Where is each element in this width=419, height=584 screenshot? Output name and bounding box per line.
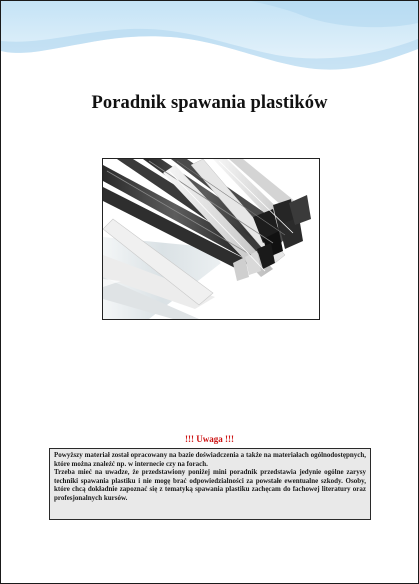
document-title: Poradnik spawania plastików (91, 93, 328, 113)
plastic-rods-illustration (103, 159, 319, 319)
notice-heading: !!! Uwaga !!! (185, 434, 234, 444)
notice-paragraph-2: Trzeba mieć na uwadze, że przedstawiony poniżej mini poradnik przedstawia jedynie ogólne zarysy techniki spawania plastiku i nie mogę brać odpowiedzialności za powstałe ewentualne szkody. Osoby, które chcą dokładnie zapoznać się z tematyką spawania plastiku zachęcam do fachowej literatury oraz profesjonalnych kursów. (54, 468, 366, 502)
notice-paragraph-1: Powyższy materiał został opracowany na bazie doświadczenia a także na materiałach ogólnodostępnych, które można znaleźć np. w internecie czy na forach. (54, 451, 366, 468)
header-wave-decoration (1, 1, 418, 79)
plastic-rods-photo (102, 158, 320, 320)
notice-box (49, 448, 371, 520)
